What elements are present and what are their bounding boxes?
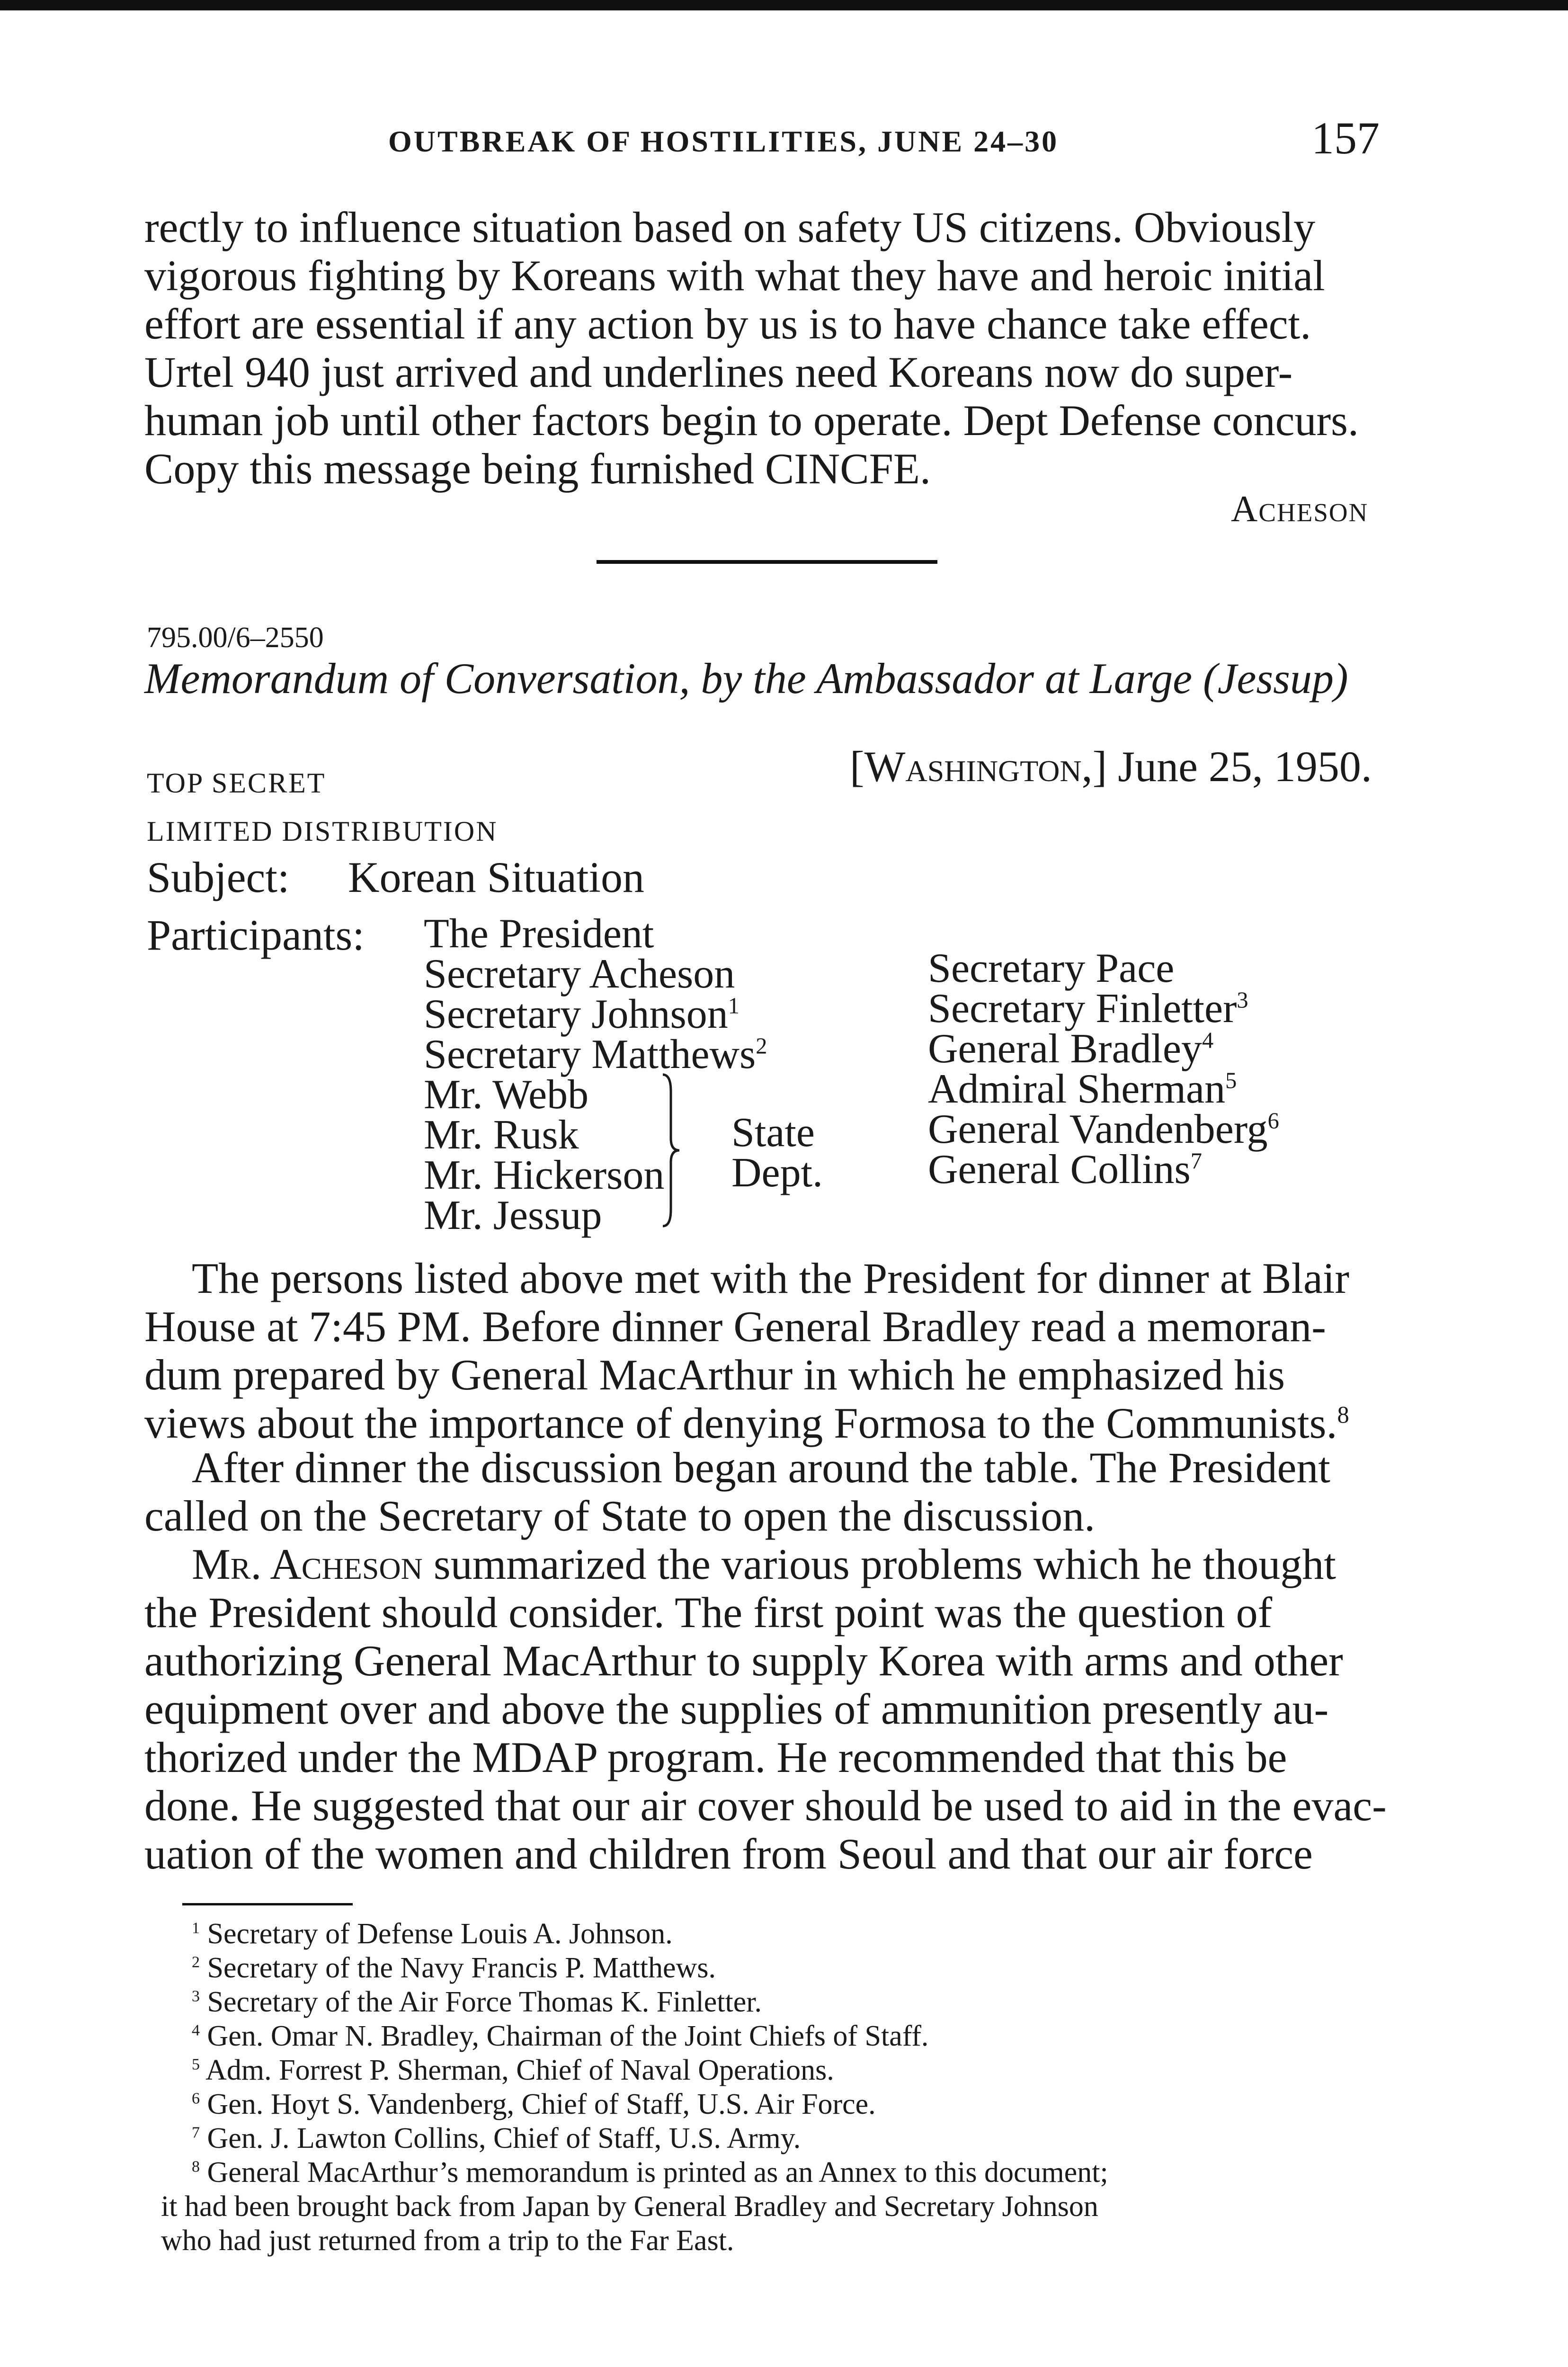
participant: Secretary Pace	[928, 945, 1175, 991]
text-line: dum prepared by General MacArthur in which he emphasized his	[144, 1351, 1285, 1399]
footnote: $^7$ Gen. J. Lawton Collins, Chief of Staff, U.S. Army.	[192, 2122, 801, 2154]
text-line: After dinner the discussion began around the table. The President	[192, 1443, 1330, 1492]
text-line: Urtel 940 just arrived and underlines need Koreans now do super-	[144, 348, 1293, 396]
footnote-ref: 2	[756, 1033, 767, 1059]
participant: Mr. Rusk	[424, 1112, 579, 1158]
text-line: Copy this message being furnished CINCFE.	[144, 445, 931, 493]
footnote-continuation: who had just returned from a trip to the Far East.	[161, 2225, 734, 2257]
running-header: OUTBREAK OF HOSTILITIES, JUNE 24–30	[388, 125, 1059, 158]
group-label-state: State	[731, 1110, 815, 1156]
classification: TOP SECRET	[147, 767, 326, 799]
speaker-name: Mr. Acheson	[192, 1540, 423, 1588]
footnote-ref: 7	[1190, 1148, 1202, 1174]
participant: General Collins$^7$	[928, 1147, 1202, 1192]
participant: General Vandenberg$^6$	[928, 1106, 1279, 1152]
text-line: human job until other factors begin to operate. Dept Defense concurs.	[144, 396, 1359, 445]
footnote-ref: 6	[1267, 1108, 1279, 1134]
file-number: 795.00/6–2550	[147, 622, 324, 654]
participant: Mr. Jessup	[424, 1192, 602, 1238]
footnote: $^4$ Gen. Omar N. Bradley, Chairman of the Joint Chiefs of Staff.	[192, 2020, 929, 2052]
participant: Secretary Finletter$^3$	[928, 986, 1248, 1032]
text-line: rectly to influence situation based on safety US citizens. Obviously	[144, 203, 1316, 251]
page-number: 157	[1311, 113, 1380, 163]
memo-title: Memorandum of Conversation, by the Ambassador at Large (Jessup)	[144, 654, 1348, 703]
footnote: $^3$ Secretary of the Air Force Thomas K. Finletter.	[192, 1986, 762, 2018]
participant: The President	[424, 911, 654, 957]
text-line: the President should consider. The first point was the question of	[144, 1588, 1273, 1637]
footnote-ref: 5	[1225, 1068, 1237, 1094]
footnote: $^8$ General MacArthur’s memorandum is printed as an Annex to this document;	[192, 2156, 1108, 2189]
text-line: equipment over and above the supplies of ammunition presently au-	[144, 1685, 1329, 1733]
subject-label: Subject:	[147, 853, 290, 901]
text-line: authorizing General MacArthur to supply Korea with arms and other	[144, 1637, 1343, 1685]
brace-bracket	[660, 1072, 684, 1228]
text-line: called on the Secretary of State to open the discussion.	[144, 1492, 1096, 1540]
text-line: uation of the women and children from Seoul and that our air force	[144, 1830, 1313, 1878]
footnote-ref: 3	[1237, 988, 1248, 1013]
participant: Secretary Matthews$^2$	[424, 1032, 767, 1077]
footnote: $^6$ Gen. Hoyt S. Vandenberg, Chief of Staff, U.S. Air Force.	[192, 2088, 876, 2120]
participants-label: Participants:	[147, 911, 365, 959]
text-line: views about the importance of denying Formosa to the Communists.$^8$	[144, 1399, 1349, 1447]
footnote-ref: 4	[1202, 1028, 1214, 1053]
text-line: effort are essential if any action by us is to have chance take effect.	[144, 300, 1311, 348]
dateline	[850, 741, 1372, 792]
text-line: thorized under the MDAP program. He recommended that this be	[144, 1733, 1287, 1781]
participant: General Bradley$^4$	[928, 1026, 1214, 1072]
footnote-continuation: it had been brought back from Japan by General Bradley and Secretary Johnson	[161, 2190, 1098, 2223]
text-line: The persons listed above met with the President for dinner at Blair	[192, 1254, 1350, 1302]
participant: Mr. Hickerson	[424, 1152, 665, 1198]
scan-top-edge	[0, 0, 1568, 10]
dateline-place: [Washington,]	[850, 742, 1107, 791]
subject-value: Korean Situation	[348, 853, 644, 901]
text-line: House at 7:45 PM. Before dinner General Bradley read a memoran-	[144, 1302, 1326, 1351]
distribution: LIMITED DISTRIBUTION	[147, 816, 498, 847]
footnote: $^1$ Secretary of Defense Louis A. Johnson.	[192, 1918, 673, 1950]
footnote-ref: 8	[1337, 1401, 1349, 1428]
participant: Secretary Johnson$^1$	[424, 991, 739, 1037]
participant: Secretary Acheson	[424, 951, 735, 997]
footnote-rule	[182, 1903, 353, 1905]
group-label-dept: Dept.	[731, 1150, 823, 1196]
footnote: $^2$ Secretary of the Navy Francis P. Matthews.	[192, 1952, 716, 1984]
dateline-date: June 25, 1950.	[1118, 742, 1372, 791]
participant: Admiral Sherman$^5$	[928, 1066, 1237, 1112]
signature-acheson: Acheson	[1231, 488, 1369, 529]
footnote-ref: 1	[728, 993, 739, 1019]
footnote: $^5$ Adm. Forrest P. Sherman, Chief of Naval Operations.	[192, 2054, 834, 2086]
text-line: done. He suggested that our air cover should be used to aid in the evac-	[144, 1781, 1387, 1830]
section-divider	[597, 560, 937, 564]
text-line: Mr. Acheson summarized the various problems which he thought	[192, 1540, 1336, 1588]
text-line: vigorous fighting by Koreans with what they have and heroic initial	[144, 251, 1325, 300]
participant: Mr. Webb	[424, 1072, 589, 1118]
